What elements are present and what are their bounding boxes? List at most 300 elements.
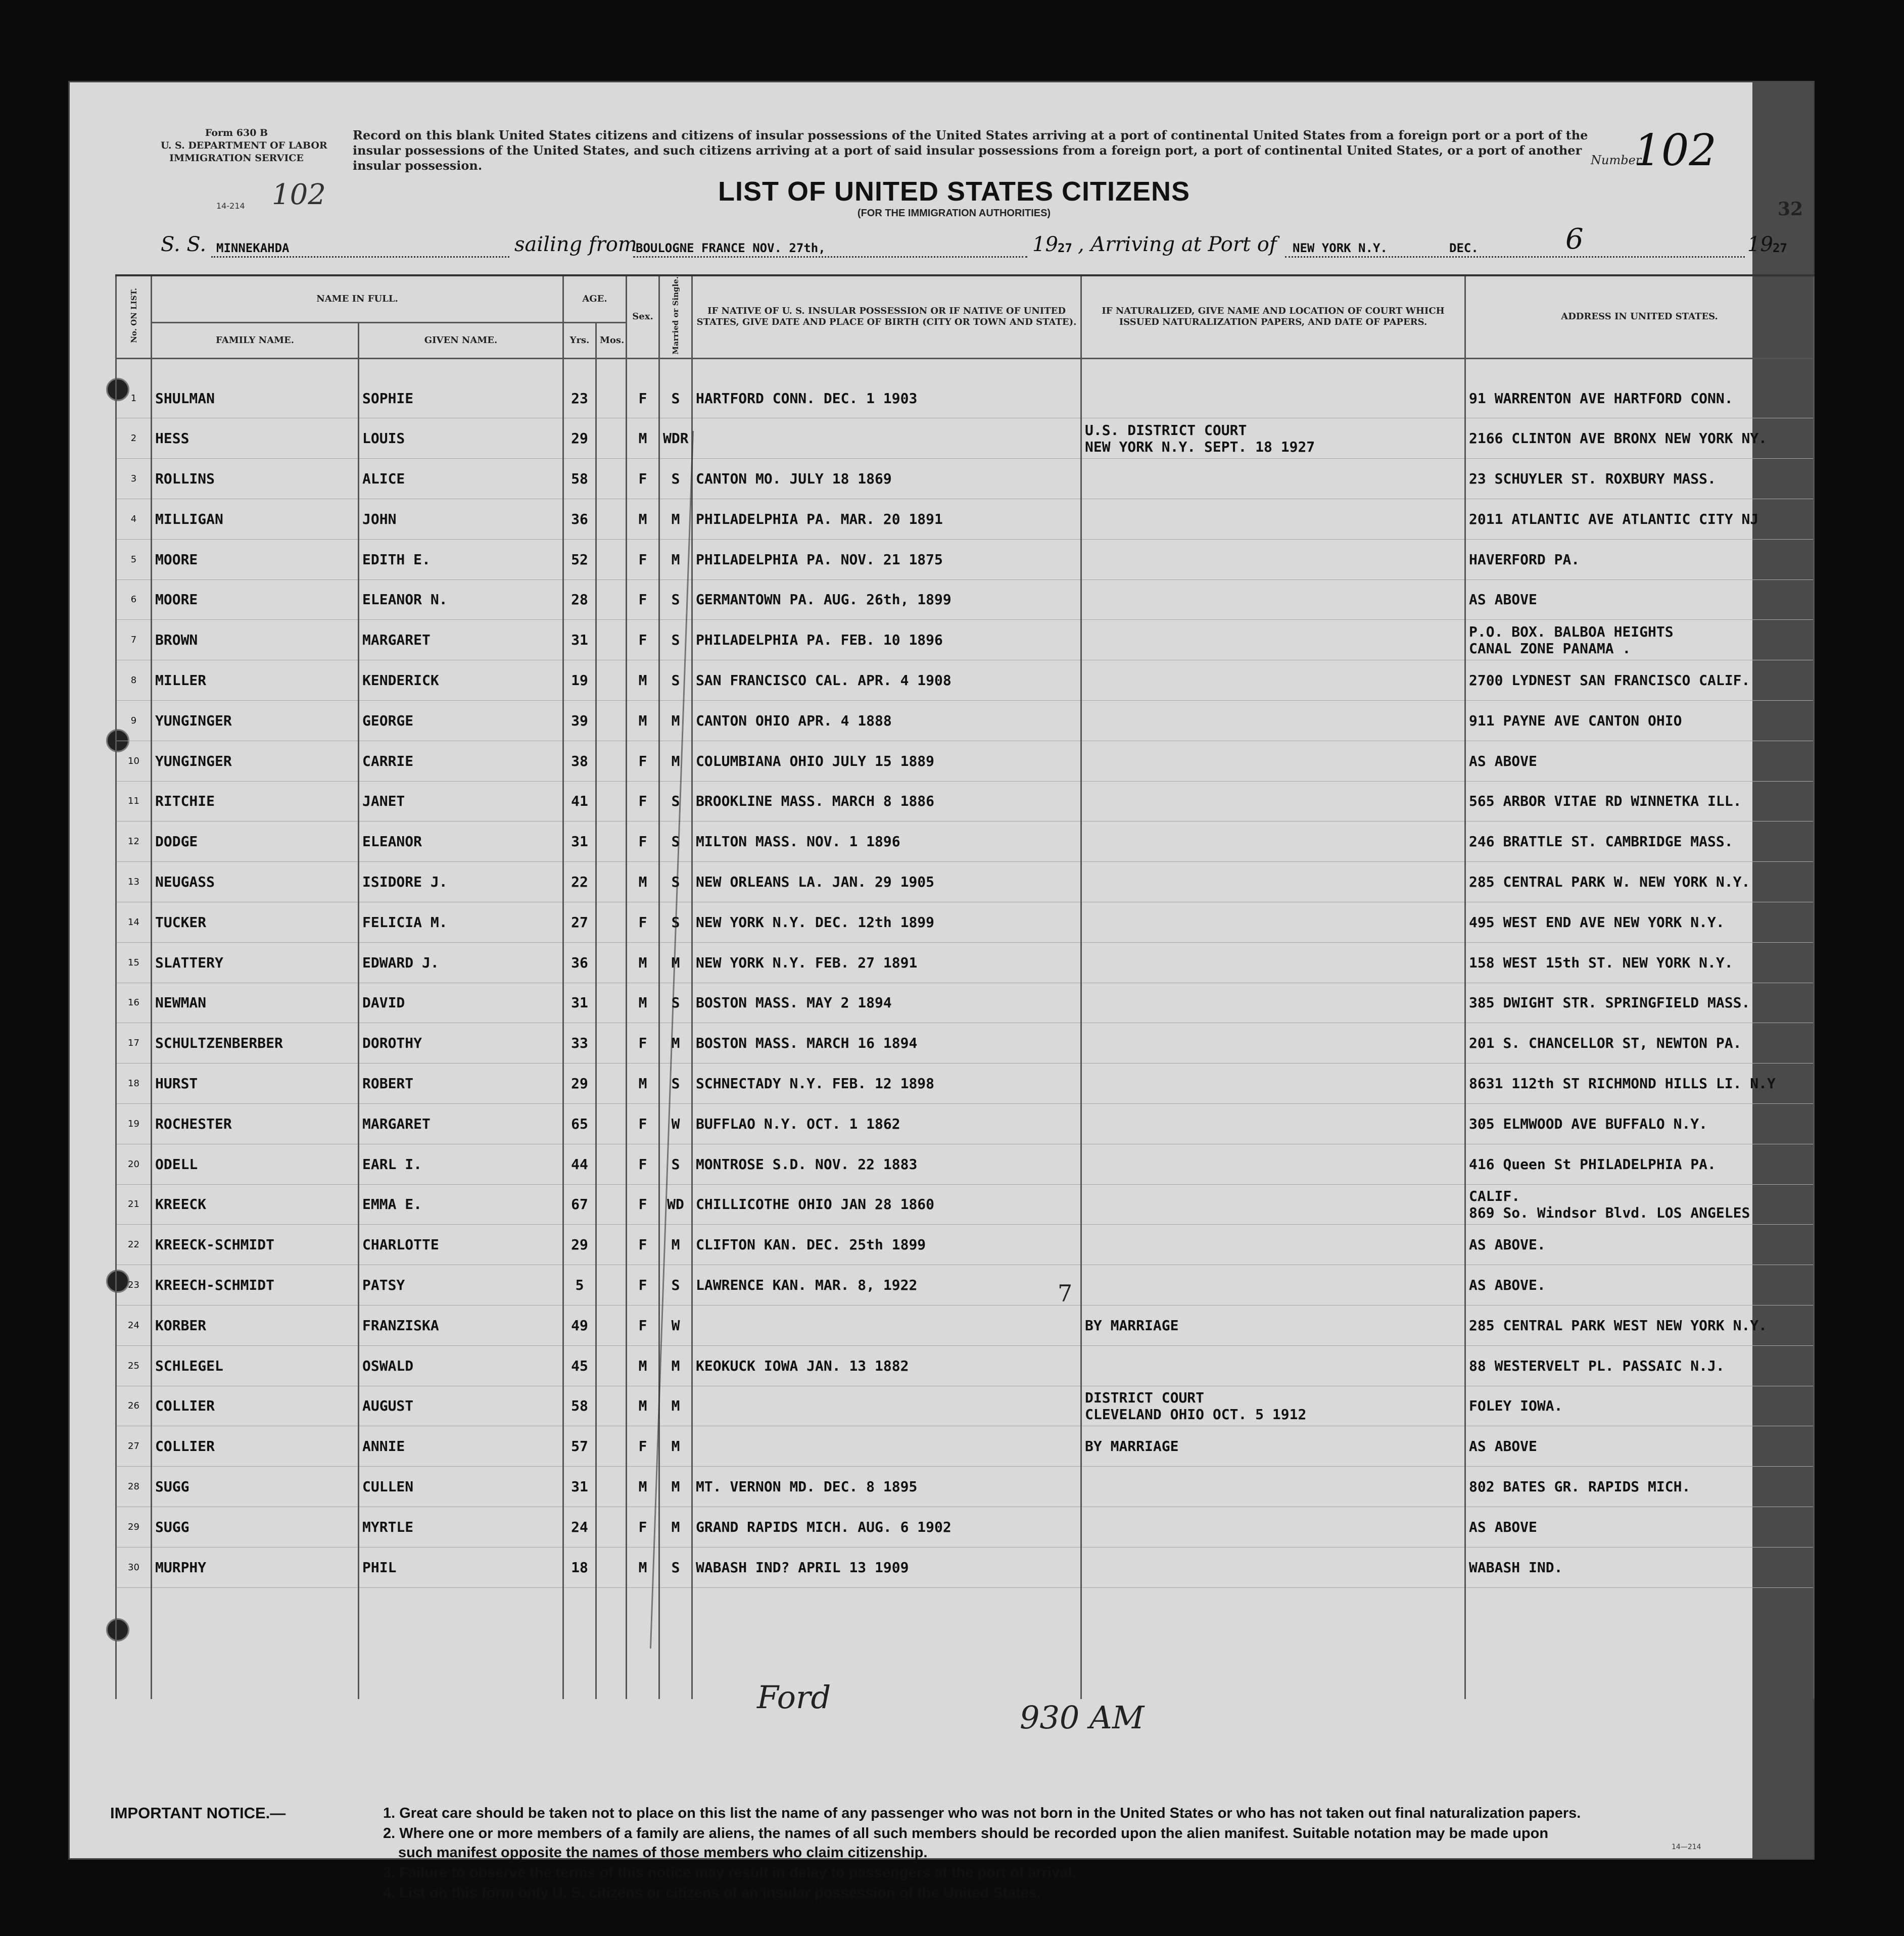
sex: F [627,1305,659,1345]
address: AS ABOVE [1465,741,1814,781]
birth-place-date: KEOKUCK IOWA JAN. 13 1882 [692,1345,1081,1386]
row-number: 4 [116,499,152,540]
family-name: MILLER [152,660,359,701]
inspection-time: 930 AM [1020,1699,1145,1736]
address: 23 SCHUYLER ST. ROXBURY MASS. [1465,459,1814,499]
row-number: 3 [116,459,152,499]
age-years: 31 [563,983,596,1023]
family-name: MURPHY [152,1547,359,1587]
given-name: JOHN [359,499,563,540]
marital-status: S [659,781,692,821]
age-months [596,741,627,781]
family-name: SLATTERY [152,942,359,983]
ss-label: S. S. [161,233,207,256]
marital-status: WD [659,1184,692,1225]
year-prefix: 19 [1032,233,1058,256]
birth-place-date: NEW YORK N.Y. FEB. 27 1891 [692,942,1081,983]
row-number: 24 [116,1305,152,1345]
sex: M [627,499,659,540]
table-row [116,1265,1814,1305]
table-row [116,1144,1814,1184]
marital-status: W [659,1103,692,1144]
record-instructions: Record on this blank United States citizens and citizens of insular possessions of the United States arriving at a port of continental United States from a foreign port or a port of the insular possessions of the United States, and such citizens arriving at a port of said insular possessions from a foreign port, a port of continental United States, or a port of another insular possession. [353,128,1588,173]
marital-status: M [659,1467,692,1507]
given-name: EDWARD J. [359,942,563,983]
page-title: LIST OF UNITED STATES CITIZENS [718,176,1190,207]
family-name: YUNGINGER [152,700,359,741]
age-months [596,660,627,701]
birth-place-date [692,1386,1081,1426]
table-blank-area [116,1587,1814,1699]
family-name: MOORE [152,539,359,579]
age-years: 57 [563,1426,596,1467]
age-years: 58 [563,459,596,499]
birth-place-date: GERMANTOWN PA. AUG. 26th, 1899 [692,579,1081,620]
age-months [596,821,627,862]
row-number: 16 [116,983,152,1023]
given-name: LOUIS [359,418,563,459]
sex: M [627,700,659,741]
sex: F [627,1144,659,1184]
birth-place-date: MILTON MASS. NOV. 1 1896 [692,821,1081,862]
given-name: EDITH E. [359,539,563,579]
sex: M [627,1467,659,1507]
sex: M [627,1547,659,1587]
row-number: 30 [116,1547,152,1587]
sex: M [627,1386,659,1426]
row-number: 22 [116,1225,152,1265]
sex: F [627,781,659,821]
age-years: 45 [563,1345,596,1386]
table-row [116,539,1814,579]
age-years: 31 [563,821,596,862]
marital-status: S [659,378,692,418]
family-name: SUGG [152,1467,359,1507]
naturalization [1081,1144,1465,1184]
table-row [116,620,1814,660]
naturalization [1081,539,1465,579]
table-row [116,1426,1814,1467]
notice-item-2-cont: such manifest opposite the names of those members who claim citizenship. [398,1845,928,1861]
birth-place-date: WABASH IND? APRIL 13 1909 [692,1547,1081,1587]
age-years: 19 [563,660,596,701]
arrival-month: DEC. [1449,241,1479,255]
row-number: 10 [116,741,152,781]
family-name: SHULMAN [152,378,359,418]
manifest-page [68,81,1815,1901]
row-number: 17 [116,1023,152,1063]
age-years: 22 [563,862,596,902]
sex: F [627,539,659,579]
address: 416 Queen St PHILADELPHIA PA. [1465,1144,1814,1184]
family-name: SCHULTZENBERBER [152,1023,359,1063]
birth-place-date: CANTON OHIO APR. 4 1888 [692,700,1081,741]
sex: F [627,1023,659,1063]
age-months [596,378,627,418]
marital-status: M [659,499,692,540]
naturalization [1081,660,1465,701]
family-name: DODGE [152,821,359,862]
address: 158 WEST 15th ST. NEW YORK N.Y. [1465,942,1814,983]
age-months [596,1305,627,1345]
row-number: 18 [116,1063,152,1104]
address: 285 CENTRAL PARK W. NEW YORK N.Y. [1465,862,1814,902]
arrival-day: 6 [1565,223,1584,256]
notice-item-4: 4. List on this form only U. S. citizens or citizens of an insular possession of the United States. [383,1885,1041,1901]
origin-port: BOULOGNE FRANCE NOV. 27th, [636,241,826,255]
age-years: 52 [563,539,596,579]
header-given: GIVEN NAME. [359,323,563,358]
marital-status: S [659,579,692,620]
table-row [116,1184,1814,1225]
age-months [596,1507,627,1547]
family-name: ODELL [152,1144,359,1184]
family-name: RITCHIE [152,781,359,821]
birth-place-date: CHILLICOTHE OHIO JAN 28 1860 [692,1184,1081,1225]
age-years: 39 [563,700,596,741]
header-no: No. ON LIST. [116,275,152,358]
naturalization [1081,1345,1465,1386]
row-number: 20 [116,1144,152,1184]
naturalization [1081,1547,1465,1587]
birth-place-date: BOSTON MASS. MAY 2 1894 [692,983,1081,1023]
address: 285 CENTRAL PARK WEST NEW YORK N.Y. [1465,1305,1814,1345]
naturalization [1081,1103,1465,1144]
age-months [596,1386,627,1426]
given-name: MARGARET [359,1103,563,1144]
table-row [116,459,1814,499]
sex: M [627,1345,659,1386]
address: 2011 ATLANTIC AVE ATLANTIC CITY NJ [1465,499,1814,540]
naturalization: DISTRICT COURT CLEVELAND OHIO OCT. 5 1912 [1081,1386,1465,1426]
age-years: 31 [563,1467,596,1507]
family-name: KORBER [152,1305,359,1345]
address: AS ABOVE. [1465,1265,1814,1305]
family-name: COLLIER [152,1386,359,1426]
sex: F [627,821,659,862]
naturalization: BY MARRIAGE [1081,1426,1465,1467]
address: 2700 LYDNEST SAN FRANCISCO CALIF. [1465,660,1814,701]
given-name: DAVID [359,983,563,1023]
table-row [116,741,1814,781]
row-number: 1 [116,378,152,418]
naturalization [1081,862,1465,902]
address: 2166 CLINTON AVE BRONX NEW YORK NY. [1465,418,1814,459]
age-months [596,902,627,942]
marital-status: M [659,1507,692,1547]
family-name: NEWMAN [152,983,359,1023]
table-row [116,1507,1814,1547]
birth-place-date: SCHNECTADY N.Y. FEB. 12 1898 [692,1063,1081,1104]
marital-status: M [659,700,692,741]
naturalization [1081,1063,1465,1104]
row-number: 28 [116,1467,152,1507]
age-years: 5 [563,1265,596,1305]
given-name: AUGUST [359,1386,563,1426]
table-spacer [116,358,1814,378]
age-years: 58 [563,1386,596,1426]
naturalization [1081,499,1465,540]
sex: F [627,1265,659,1305]
header-age: AGE. [563,275,627,323]
table-row [116,1467,1814,1507]
header-married: Married or Single. [659,275,692,358]
row-number: 23 [116,1265,152,1305]
age-months [596,499,627,540]
form-number: Form 630 B [205,127,268,138]
inspector-signature: Ford [757,1679,831,1716]
birth-place-date: NEW YORK N.Y. DEC. 12th 1899 [692,902,1081,942]
row-number: 14 [116,902,152,942]
given-name: EARL I. [359,1144,563,1184]
table-row [116,821,1814,862]
family-name: KREECH-SCHMIDT [152,1265,359,1305]
voyage-line [161,223,1808,263]
table-row [116,902,1814,942]
given-name: FRANZISKA [359,1305,563,1345]
birth-place-date: CLIFTON KAN. DEC. 25th 1899 [692,1225,1081,1265]
arriving-label: , Arriving at Port of [1078,233,1277,256]
row-number: 7 [116,620,152,660]
marital-status: S [659,821,692,862]
sex: F [627,1103,659,1144]
given-name: JANET [359,781,563,821]
row-number: 2 [116,418,152,459]
age-years: 24 [563,1507,596,1547]
sailing-label: sailing from [514,233,637,256]
naturalization [1081,1265,1465,1305]
marital-status: M [659,942,692,983]
marital-status: S [659,1144,692,1184]
table-row [116,983,1814,1023]
handwritten-number: 102 [272,178,326,211]
address: 495 WEST END AVE NEW YORK N.Y. [1465,902,1814,942]
family-name: HURST [152,1063,359,1104]
marital-status: WDR [659,418,692,459]
age-years: 18 [563,1547,596,1587]
age-years: 23 [563,378,596,418]
age-months [596,1063,627,1104]
given-name: FELICIA M. [359,902,563,942]
age-months [596,1345,627,1386]
marital-status: W [659,1305,692,1345]
given-name: ANNIE [359,1426,563,1467]
row-number: 5 [116,539,152,579]
row-number: 19 [116,1103,152,1144]
address: 911 PAYNE AVE CANTON OHIO [1465,700,1814,741]
table-row [116,579,1814,620]
marital-status: S [659,1265,692,1305]
age-years: 44 [563,1144,596,1184]
address: CALIF. 869 So. Windsor Blvd. LOS ANGELES [1465,1184,1814,1225]
sex: M [627,418,659,459]
age-months [596,983,627,1023]
notice-item-3: 3. Failure to observe the terms of this notice may result in delay to passengers at the port of arrival. [383,1865,1076,1881]
row-number: 27 [116,1426,152,1467]
given-name: EMMA E. [359,1184,563,1225]
birth-place-date [692,1305,1081,1345]
age-years: 65 [563,1103,596,1144]
age-years: 29 [563,1225,596,1265]
marital-status: S [659,620,692,660]
age-months [596,539,627,579]
table-row [116,1225,1814,1265]
sex: F [627,1426,659,1467]
given-name: MARGARET [359,620,563,660]
marital-status: M [659,1386,692,1426]
page-subtitle: (FOR THE IMMIGRATION AUTHORITIES) [857,208,1051,219]
header-yrs: Yrs. [563,323,596,358]
family-name: BROWN [152,620,359,660]
page-number: 32 [1778,199,1803,220]
age-years: 36 [563,499,596,540]
birth-place-date: BOSTON MASS. MARCH 16 1894 [692,1023,1081,1063]
form-code-footer: 14—214 [1672,1843,1701,1851]
given-name: PATSY [359,1265,563,1305]
age-years: 38 [563,741,596,781]
table-row [116,862,1814,902]
given-name: OSWALD [359,1345,563,1386]
sex: M [627,1063,659,1104]
naturalization [1081,1225,1465,1265]
birth-place-date: NEW ORLEANS LA. JAN. 29 1905 [692,862,1081,902]
sex: M [627,862,659,902]
header-name: NAME IN FULL. [152,275,563,323]
family-name: KREECK [152,1184,359,1225]
address: 91 WARRENTON AVE HARTFORD CONN. [1465,378,1814,418]
sex: F [627,902,659,942]
naturalization [1081,378,1465,418]
number-label: Number [1591,153,1642,167]
given-name: SOPHIE [359,378,563,418]
given-name: CARRIE [359,741,563,781]
age-months [596,781,627,821]
age-months [596,418,627,459]
address: 802 BATES GR. RAPIDS MICH. [1465,1467,1814,1507]
table-row [116,1063,1814,1104]
naturalization [1081,1184,1465,1225]
address: WABASH IND. [1465,1547,1814,1587]
marital-status: M [659,1426,692,1467]
sex: F [627,1225,659,1265]
notice-heading: IMPORTANT NOTICE.— [110,1804,286,1822]
birth-place-date: PHILADELPHIA PA. FEB. 10 1896 [692,620,1081,660]
notice-item-1: 1. Great care should be taken not to place on this list the name of any passenger who was not born in the United States or who has not taken out final naturalization papers. [383,1805,1581,1821]
age-months [596,1144,627,1184]
family-name: MOORE [152,579,359,620]
given-name: GEORGE [359,700,563,741]
family-name: SCHLEGEL [152,1345,359,1386]
table-row [116,660,1814,701]
row-number: 9 [116,700,152,741]
form-code: 14-214 [216,201,245,211]
birth-place-date: MT. VERNON MD. DEC. 8 1895 [692,1467,1081,1507]
row-number: 21 [116,1184,152,1225]
row-number: 26 [116,1386,152,1426]
table-row [116,378,1814,418]
address: 8631 112th ST RICHMOND HILLS LI. N.Y [1465,1063,1814,1104]
row-number: 8 [116,660,152,701]
naturalization [1081,700,1465,741]
ship-name: MINNEKAHDA [216,241,290,255]
sex: M [627,942,659,983]
family-name: HESS [152,418,359,459]
family-name: YUNGINGER [152,741,359,781]
naturalization [1081,1507,1465,1547]
age-months [596,459,627,499]
header-naturalized: IF NATURALIZED, GIVE NAME AND LOCATION OF COURT WHICH ISSUED NATURALIZATION PAPERS, AND DATE OF PAPERS. [1081,275,1465,358]
department-name: U. S. DEPARTMENT OF LABOR [161,140,327,151]
birth-place-date [692,1426,1081,1467]
header-birth: IF NATIVE OF U. S. INSULAR POSSESSION OR IF NATIVE OF UNITED STATES, GIVE DATE AND PLACE OF BIRTH (CITY OR TOWN AND STATE). [692,275,1081,358]
naturalization [1081,1467,1465,1507]
table-row [116,700,1814,741]
given-name: KENDERICK [359,660,563,701]
age-years: 29 [563,418,596,459]
naturalization: U.S. DISTRICT COURT NEW YORK N.Y. SEPT. 18 1927 [1081,418,1465,459]
address: AS ABOVE [1465,579,1814,620]
table-row [116,418,1814,459]
birth-place-date: SAN FRANCISCO CAL. APR. 4 1908 [692,660,1081,701]
table-row [116,1305,1814,1345]
age-years: 67 [563,1184,596,1225]
age-years: 28 [563,579,596,620]
given-name: ELEANOR [359,821,563,862]
sex: F [627,459,659,499]
age-months [596,1225,627,1265]
naturalization [1081,821,1465,862]
naturalization [1081,902,1465,942]
address: AS ABOVE. [1465,1225,1814,1265]
sex: F [627,620,659,660]
address: 246 BRATTLE ST. CAMBRIDGE MASS. [1465,821,1814,862]
sex: M [627,983,659,1023]
naturalization [1081,781,1465,821]
marital-status: S [659,983,692,1023]
table-header [116,275,1814,323]
sex: F [627,579,659,620]
row-number: 25 [116,1345,152,1386]
address: 565 ARBOR VITAE RD WINNETKA ILL. [1465,781,1814,821]
naturalization [1081,983,1465,1023]
family-name: COLLIER [152,1426,359,1467]
table-row [116,1023,1814,1063]
row-number: 11 [116,781,152,821]
given-name: MYRTLE [359,1507,563,1547]
sex: F [627,741,659,781]
sailing-year: 27 [1058,241,1072,255]
age-months [596,1184,627,1225]
row-number: 6 [116,579,152,620]
arrival-port: NEW YORK N.Y. [1293,241,1388,255]
age-months [596,1103,627,1144]
table-row [116,1386,1814,1426]
age-years: 49 [563,1305,596,1345]
age-months [596,1547,627,1587]
row-number: 15 [116,942,152,983]
age-months [596,862,627,902]
given-name: ELEANOR N. [359,579,563,620]
address: P.O. BOX. BALBOA HEIGHTS CANAL ZONE PANAMA . [1465,620,1814,660]
sex: F [627,1184,659,1225]
handwritten-mark: 7 [1058,1280,1073,1307]
birth-place-date: HARTFORD CONN. DEC. 1 1903 [692,378,1081,418]
age-months [596,942,627,983]
marital-status: S [659,459,692,499]
table-row [116,499,1814,540]
passenger-table [115,274,1815,1699]
naturalization [1081,1023,1465,1063]
